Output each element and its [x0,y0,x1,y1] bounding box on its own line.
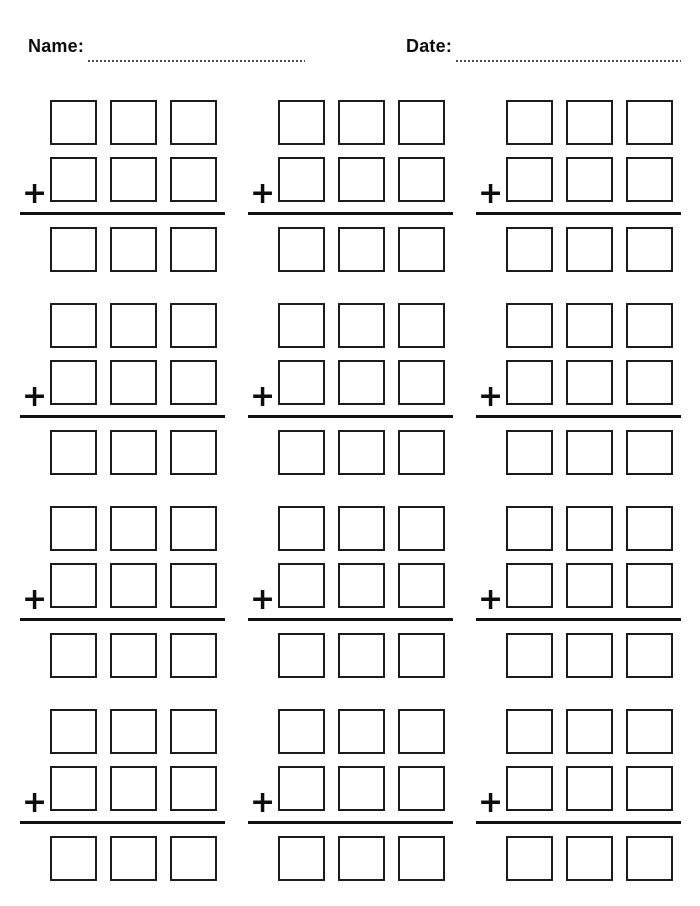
digit-box [278,303,325,348]
addition-problem [20,506,225,678]
answer-box [278,633,325,678]
addend-row-1 [278,506,453,551]
digit-box [506,360,553,405]
sum-row [506,227,681,272]
sum-row [50,227,225,272]
digit-box [278,766,325,811]
digit-box [50,303,97,348]
answer-box [278,836,325,881]
addend-row-2 [250,563,453,617]
digit-box [278,360,325,405]
addend-row-2 [22,360,225,414]
digit-box [506,766,553,811]
addend-row-1 [50,506,225,551]
digit-box [278,709,325,754]
addend-row-1 [506,303,681,348]
equals-line [20,212,225,215]
answer-box [110,633,157,678]
digit-box [566,563,613,608]
digit-box [170,709,217,754]
digit-box [506,709,553,754]
digit-box [626,709,673,754]
digit-box [170,506,217,551]
digit-box [626,303,673,348]
addition-problem [248,303,453,475]
answer-box [398,430,445,475]
plus-sign: + [478,379,504,414]
date-label: Date: [406,36,453,56]
answer-box [338,227,385,272]
addend-row-2 [250,360,453,414]
answer-box [626,227,673,272]
digit-box [626,766,673,811]
digit-box [50,360,97,405]
digit-box [398,157,445,202]
addition-problem [20,100,225,272]
digit-box [338,766,385,811]
addition-problem [248,100,453,272]
equals-line [476,618,681,621]
digit-box [566,303,613,348]
digit-box [626,157,673,202]
digit-box [398,766,445,811]
digit-box [170,563,217,608]
addend-row-2 [250,766,453,820]
digit-box [50,100,97,145]
digit-box [506,563,553,608]
answer-box [398,633,445,678]
digit-box [626,563,673,608]
addition-problem [248,506,453,678]
digit-box [110,157,157,202]
answer-box [278,227,325,272]
addend-row-1 [50,100,225,145]
answer-box [398,227,445,272]
digit-box [170,157,217,202]
answer-box [338,836,385,881]
answer-box [278,430,325,475]
addend-row-2 [478,360,681,414]
digit-box [506,506,553,551]
answer-box [566,430,613,475]
answer-box [50,430,97,475]
digit-box [626,506,673,551]
sum-row [50,633,225,678]
answer-box [566,227,613,272]
plus-sign: + [250,785,276,820]
addend-row-2 [478,157,681,211]
digit-box [338,157,385,202]
addend-row-1 [506,506,681,551]
answer-box [170,633,217,678]
digit-box [110,709,157,754]
digit-box [338,563,385,608]
addition-problem [20,709,225,881]
plus-sign: + [478,582,504,617]
sum-row [50,836,225,881]
equals-line [20,618,225,621]
problems-grid [20,100,681,881]
digit-box [626,100,673,145]
equals-line [476,415,681,418]
date-fill-line [456,60,681,62]
answer-box [110,227,157,272]
answer-box [566,836,613,881]
digit-box [278,563,325,608]
digit-box [170,360,217,405]
addition-problem [476,709,681,881]
digit-box [566,709,613,754]
digit-box [398,360,445,405]
answer-box [110,430,157,475]
addend-row-1 [50,709,225,754]
digit-box [338,100,385,145]
equals-line [248,415,453,418]
digit-box [110,360,157,405]
sum-row [506,633,681,678]
plus-sign: + [22,785,48,820]
addend-row-2 [22,563,225,617]
answer-box [506,836,553,881]
addition-problem [476,506,681,678]
answer-box [506,430,553,475]
digit-box [566,506,613,551]
answer-box [338,633,385,678]
equals-line [248,821,453,824]
equals-line [248,212,453,215]
addition-problem [20,303,225,475]
addend-row-1 [506,709,681,754]
addend-row-1 [278,303,453,348]
plus-sign: + [22,176,48,211]
sum-row [278,836,453,881]
digit-box [398,563,445,608]
answer-box [170,227,217,272]
digit-box [338,506,385,551]
digit-box [566,157,613,202]
name-fill-line [88,60,305,62]
digit-box [398,506,445,551]
digit-box [278,157,325,202]
digit-box [398,709,445,754]
digit-box [626,360,673,405]
answer-box [626,836,673,881]
equals-line [476,212,681,215]
digit-box [278,100,325,145]
sum-row [278,430,453,475]
sum-row [506,836,681,881]
digit-box [338,303,385,348]
sum-row [278,633,453,678]
plus-sign: + [22,582,48,617]
digit-box [170,100,217,145]
answer-box [626,633,673,678]
digit-box [110,303,157,348]
digit-box [170,303,217,348]
plus-sign: + [250,582,276,617]
digit-box [110,506,157,551]
name-label: Name: [28,36,85,56]
addend-row-2 [22,766,225,820]
addend-row-1 [50,303,225,348]
digit-box [50,506,97,551]
digit-box [566,766,613,811]
digit-box [50,157,97,202]
digit-box [338,360,385,405]
digit-box [506,100,553,145]
answer-box [50,227,97,272]
digit-box [170,766,217,811]
addition-problem [476,100,681,272]
sum-row [506,430,681,475]
plus-sign: + [478,785,504,820]
addition-problem [476,303,681,475]
digit-box [506,303,553,348]
addend-row-1 [278,100,453,145]
equals-line [20,821,225,824]
digit-box [50,709,97,754]
plus-sign: + [250,176,276,211]
digit-box [110,100,157,145]
digit-box [398,303,445,348]
digit-box [50,563,97,608]
answer-box [338,430,385,475]
digit-box [110,766,157,811]
addend-row-1 [506,100,681,145]
equals-line [20,415,225,418]
answer-box [626,430,673,475]
addend-row-2 [478,563,681,617]
answer-box [50,836,97,881]
addend-row-2 [22,157,225,211]
digit-box [50,766,97,811]
equals-line [248,618,453,621]
answer-box [506,227,553,272]
digit-box [506,157,553,202]
equals-line [476,821,681,824]
digit-box [278,506,325,551]
answer-box [50,633,97,678]
answer-box [566,633,613,678]
digit-box [398,100,445,145]
digit-box [566,360,613,405]
sum-row [278,227,453,272]
answer-box [398,836,445,881]
addend-row-2 [478,766,681,820]
digit-box [110,563,157,608]
digit-box [566,100,613,145]
answer-box [170,836,217,881]
digit-box [338,709,385,754]
answer-box [170,430,217,475]
sum-row [50,430,225,475]
addend-row-2 [250,157,453,211]
plus-sign: + [250,379,276,414]
answer-box [110,836,157,881]
answer-box [506,633,553,678]
addend-row-1 [278,709,453,754]
addition-problem [248,709,453,881]
plus-sign: + [478,176,504,211]
plus-sign: + [22,379,48,414]
